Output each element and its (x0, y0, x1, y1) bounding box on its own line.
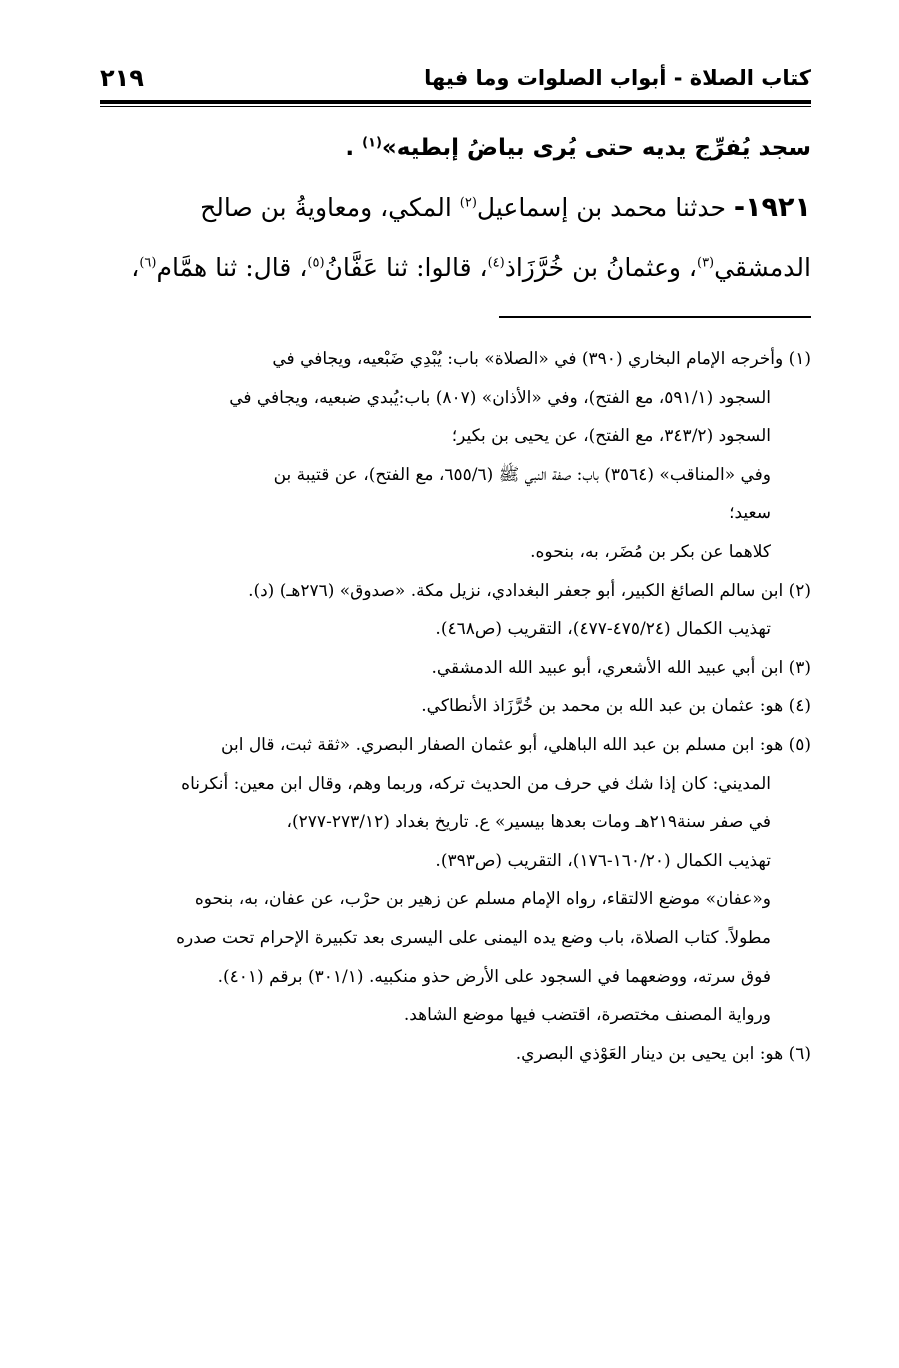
footnote-line: وفي «المناقب» (٣٥٦٤) باب: صفة النبي ﷺ (٦٥٥/٦، مع الفتح)، عن قتيبة بن (273, 464, 771, 485)
footnote-line: فوق سرته، ووضعهما في السجود على الأرض حذو منكبيه. (٣٠١/١) برقم (٤٠١). (217, 966, 771, 987)
footnote-ref: (٤) (487, 255, 505, 271)
footnote-ref: (٦) (139, 255, 157, 271)
footnote-line: مطولاً. كتاب الصلاة، باب وضع يده اليمنى على اليسرى بعد تكبيرة الإحرام تحت صدره (176, 927, 771, 948)
footnote-line: تهذيب الكمال (١٦٠/٢٠-١٧٦)، التقريب (ص٣٩٣). (435, 850, 771, 871)
main-text-segment: سجد يُفرِّج يديه حتى يُرى بياضُ إبطيه» (381, 135, 811, 161)
footnote-line: (٢) ابن سالم الصائغ الكبير، أبو جعفر البغدادي، نزيل مكة. «صدوق» (٢٧٦هـ) (د). (248, 580, 811, 601)
footnote-line: المديني: كان إذا شك في حرف من الحديث تركه، وربما وهم، وقال ابن معين: أنكرناه (181, 773, 771, 794)
footnote-line: ورواية المصنف مختصرة، اقتضب فيها موضع الشاهد. (403, 1005, 771, 1026)
header-rule (100, 100, 811, 107)
main-text (100, 118, 811, 298)
footnote-line: تهذيب الكمال (٤٧٥/٢٤-٤٧٧)، التقريب (ص٤٦٨). (435, 619, 771, 640)
footnote-line: (١) وأخرجه الإمام البخاري (٣٩٠) في «الصلاة» باب: يُبْدِي ضَبْعيه، ويجافي في (272, 349, 811, 369)
footnote-line: و«عفان» موضع الالتقاء، رواه الإمام مسلم عن زهير بن حرْب، عن عفان، به، بنحوه (194, 889, 771, 910)
footnote-separator (499, 316, 811, 318)
footnote-line: سعيد؛ (729, 503, 771, 524)
footnote-ref: (١) (362, 135, 382, 151)
footnote-line: السجود (٣٤٣/٢، مع الفتح)، عن يحيى بن بكير؛ (451, 426, 771, 447)
footnotes (100, 340, 811, 1073)
main-text-segment: ، قالوا: ثنا عَفَّانُ (324, 253, 488, 282)
running-title: كتاب الصلاة - أبواب الصلوات وما فيها (424, 66, 811, 90)
main-text-segment: ، وعثمانُ بن خُرَّزَاذ (504, 253, 697, 282)
main-text-segment: ، (131, 253, 140, 282)
footnote-line: في صفر سنة٢١٩هـ ومات بعدها بيسير» ع. تاريخ بغداد (٢٧٣/١٢-٢٧٧)، (286, 812, 771, 833)
main-text-segment: . (345, 135, 363, 161)
footnote-line: (٥) هو: ابن مسلم بن عبد الله الباهلي، أبو عثمان الصفار البصري. «ثقة ثبت، قال ابن (221, 734, 811, 755)
footnote-ref: (٣) (696, 255, 715, 271)
main-line-1 (100, 118, 811, 178)
footnote-line: كلاهما عن بكر بن مُضَر، به، بنحوه. (530, 541, 771, 562)
footnote-line: (٤) هو: عثمان بن عبد الله بن محمد بن خُرَّزَاذ الأنطاكي. (421, 696, 811, 717)
hadith-number: ١٩٢١- (733, 192, 811, 223)
main-text-segment: المكي، ومعاويةُ بن صالح (200, 193, 460, 222)
page-number: ٢١٩ (100, 64, 144, 92)
footnote-line: (٦) هو: ابن يحيى بن دينار العَوْذي البصري. (515, 1043, 811, 1064)
footnote-ref: (٥) (307, 255, 325, 271)
footnote-ref: (٢) (459, 195, 477, 211)
page-header (100, 58, 811, 98)
footnote-line: (٣) ابن أبي عبيد الله الأشعري، أبو عبيد الله الدمشقي. (431, 657, 811, 678)
main-text-segment: ، قال: ثنا همَّام (156, 253, 308, 282)
footnote-line: السجود (٥٩١/١، مع الفتح)، وفي «الأذان» (٨٠٧) باب:يُبدي ضبعيه، ويجافي في (229, 387, 771, 408)
main-line-3 (100, 238, 811, 298)
main-text-segment: الدمشقي (714, 253, 811, 282)
main-text-segment: حدثنا محمد بن إسماعيل (476, 193, 734, 222)
main-line-2 (100, 178, 811, 238)
